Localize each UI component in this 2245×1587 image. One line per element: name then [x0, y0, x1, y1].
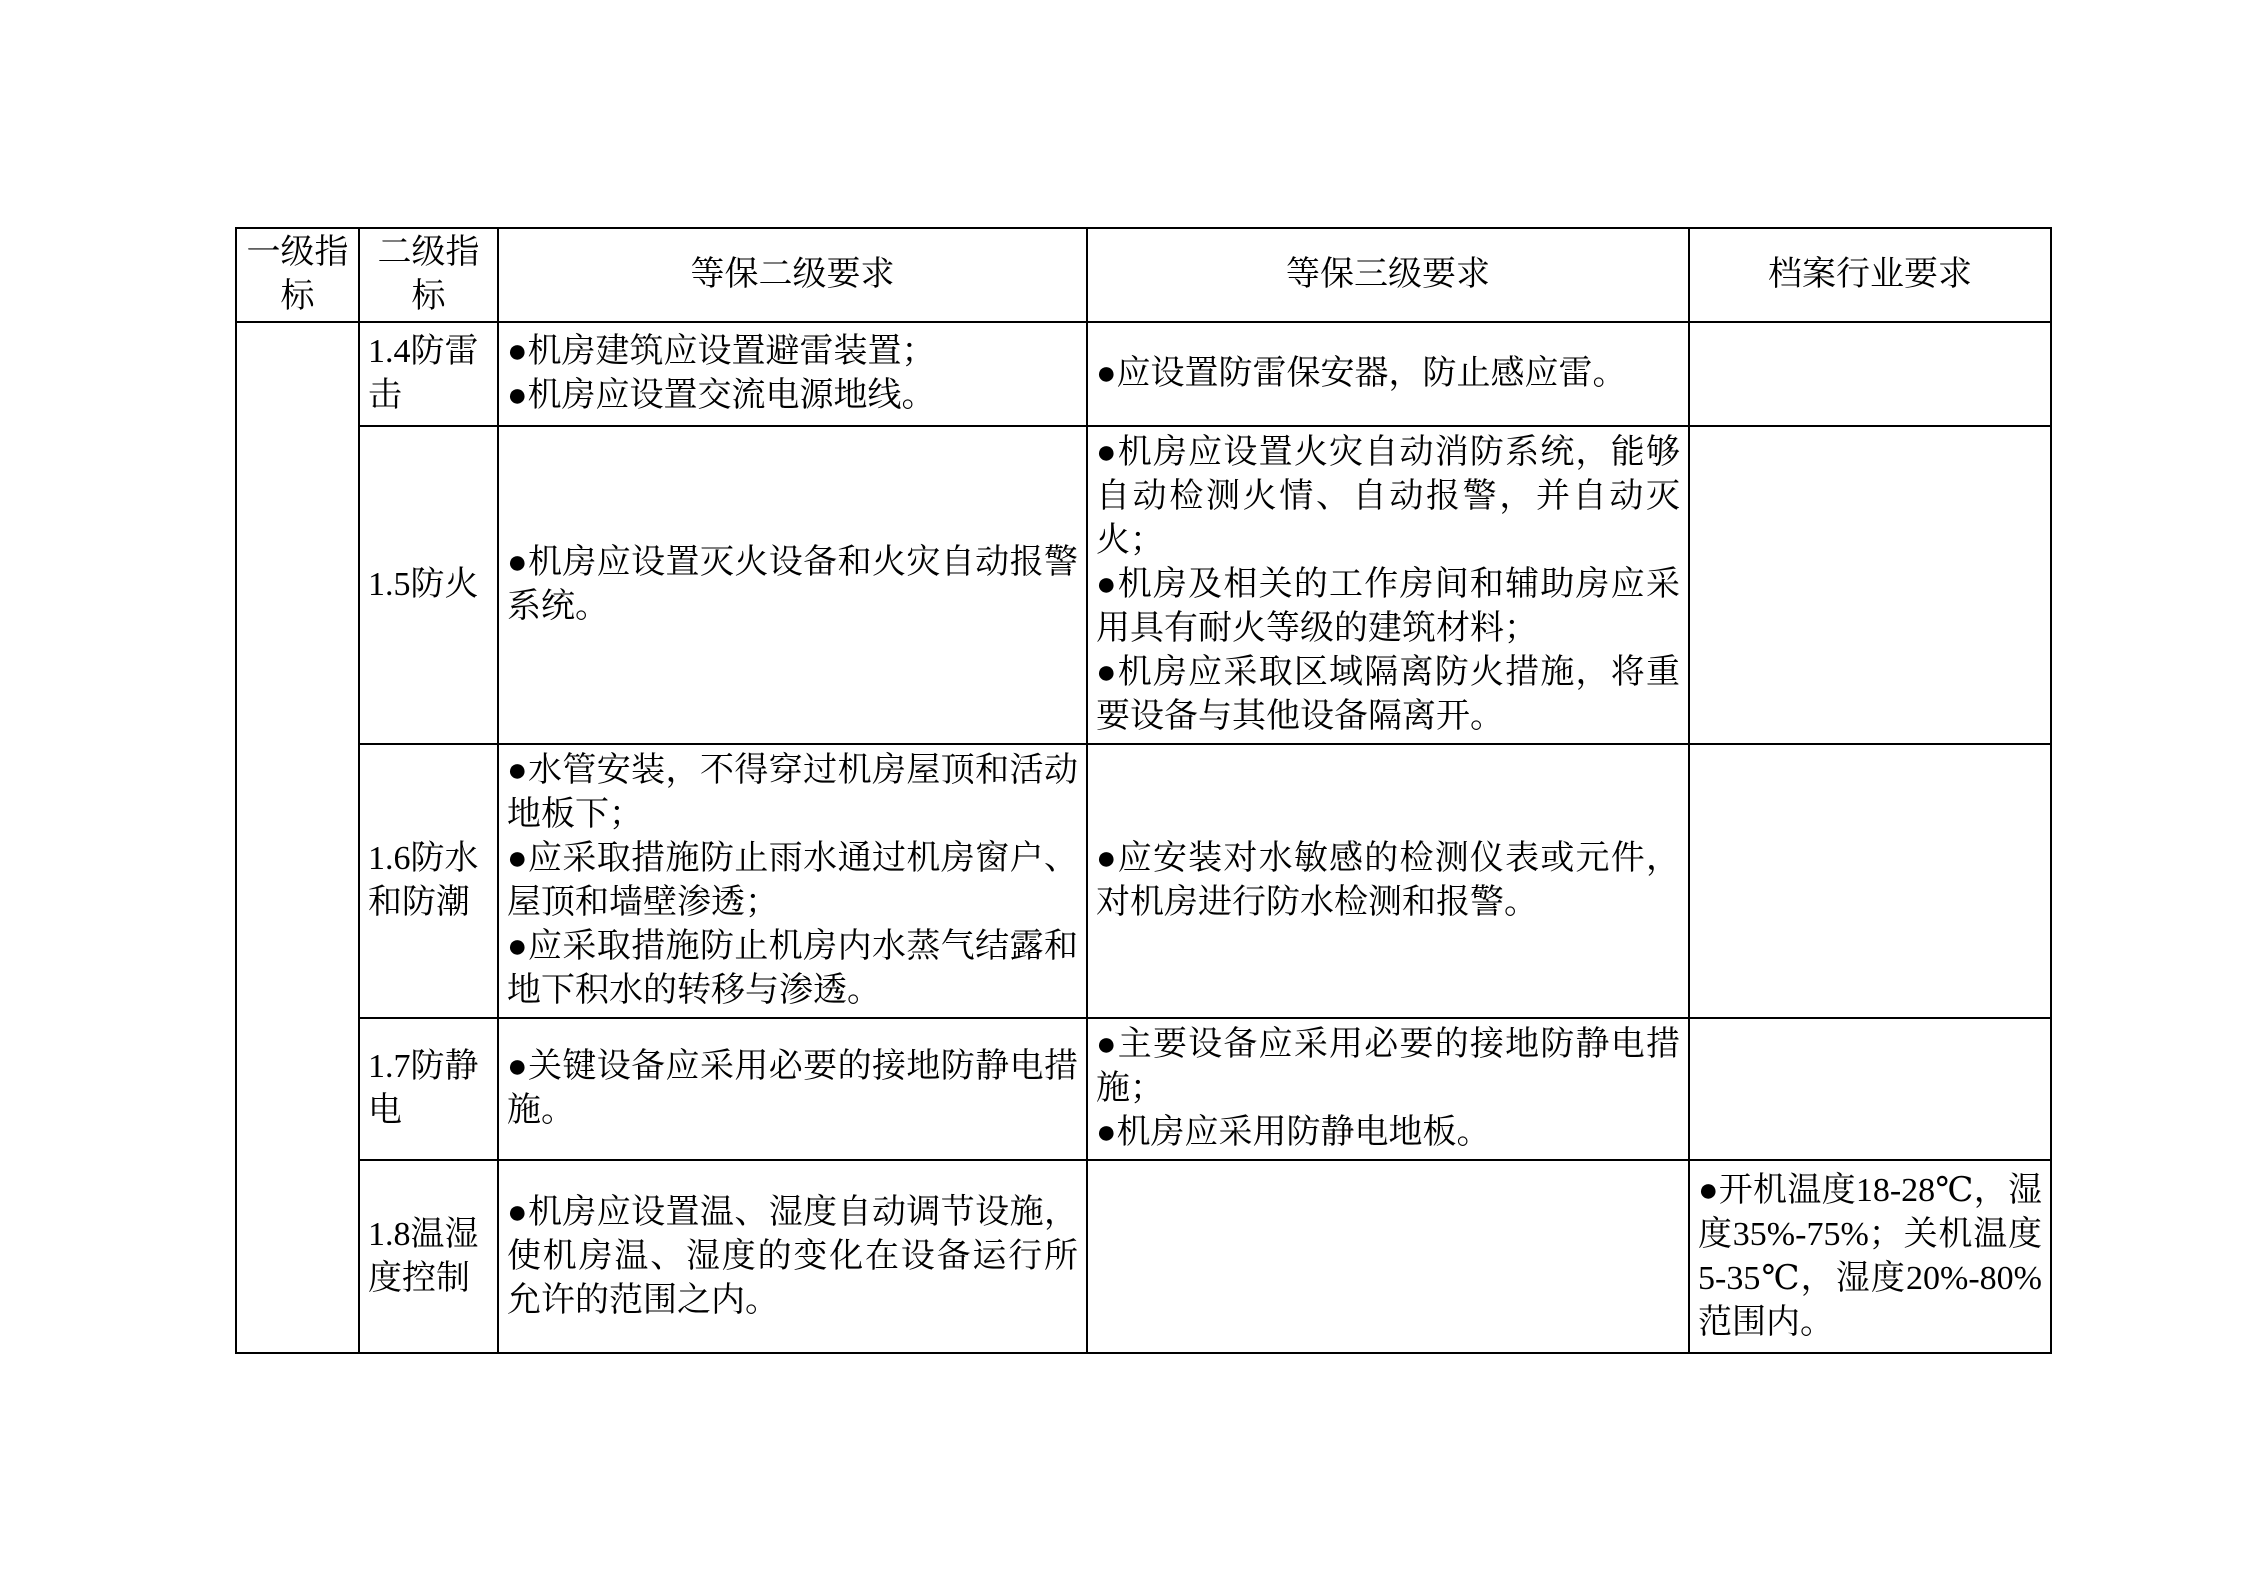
grade2-requirements-cell — [498, 744, 1087, 1018]
bullet-paragraph: ●机房应采用防静电地板。 — [1096, 1114, 1491, 1151]
bullet-paragraph: ●关键设备应采用必要的接地防静电措施。 — [507, 1048, 1078, 1129]
level2-indicator-cell: 1.7防静电 — [359, 1018, 498, 1160]
bullet-paragraph: ●应采取措施防止雨水通过机房窗户、屋顶和墙壁渗透； — [507, 840, 1078, 921]
archive-requirements-cell — [1689, 1018, 2051, 1160]
bullet-paragraph: ●机房应设置温、湿度自动调节设施，使机房温、湿度的变化在设备运行所允许的范围之内。 — [507, 1193, 1078, 1319]
archive-requirements-cell — [1689, 426, 2051, 744]
table-row-antistatic — [236, 1018, 2051, 1160]
grade3-requirements-cell — [1087, 744, 1689, 1018]
bullet-paragraph: ●机房应采取区域隔离防火措施，将重要设备与其他设备隔离开。 — [1096, 654, 1680, 735]
bullet-paragraph: ●机房建筑应设置避雷装置； — [507, 333, 936, 370]
bullet-paragraph: ●应采取措施防止机房内水蒸气结露和地下积水的转移与渗透。 — [507, 928, 1078, 1009]
table-row-temperature-humidity-control — [236, 1160, 2051, 1353]
bullet-paragraph: ●应设置防雷保安器，防止感应雷。 — [1096, 355, 1627, 392]
header-row — [236, 228, 2051, 322]
bullet-paragraph: ●机房及相关的工作房间和辅助房应采用具有耐火等级的建筑材料； — [1096, 566, 1680, 647]
bullet-paragraph: ●机房应设置灭火设备和火灾自动报警系统。 — [507, 544, 1078, 625]
bullet-paragraph: ●水管安装，不得穿过机房屋顶和活动地板下； — [507, 752, 1078, 833]
level2-indicator-cell: 1.6防水和防潮 — [359, 744, 498, 1018]
table-row-fire-protection — [236, 426, 2051, 744]
header-grade3-requirements: 等保三级要求 — [1087, 228, 1689, 322]
header-level2-indicator: 二级指标 — [359, 228, 498, 322]
grade2-requirements-cell — [498, 322, 1087, 426]
header-grade2-requirements: 等保二级要求 — [498, 228, 1087, 322]
level2-indicator-cell: 1.8温湿度控制 — [359, 1160, 498, 1353]
level2-indicator-cell: 1.5防火 — [359, 426, 498, 744]
grade3-requirements-cell — [1087, 1018, 1689, 1160]
level1-indicator-cell — [236, 322, 359, 1353]
grade3-requirements-cell — [1087, 1160, 1689, 1353]
grade3-requirements-cell — [1087, 322, 1689, 426]
grade3-requirements-cell — [1087, 426, 1689, 744]
archive-requirements-cell — [1689, 1160, 2051, 1353]
table-row-water-moisture-protection — [236, 744, 2051, 1018]
header-level1-indicator: 一级指标 — [236, 228, 359, 322]
level2-indicator-cell: 1.4防雷击 — [359, 322, 498, 426]
table-row-lightning-protection — [236, 322, 2051, 426]
archive-requirements-cell — [1689, 322, 2051, 426]
grade2-requirements-cell — [498, 1160, 1087, 1353]
bullet-paragraph: ●应安装对水敏感的检测仪表或元件，对机房进行防水检测和报警。 — [1096, 840, 1680, 921]
bullet-paragraph: ●主要设备应采用必要的接地防静电措施； — [1096, 1026, 1680, 1107]
bullet-paragraph: ●机房应设置交流电源地线。 — [507, 377, 936, 414]
archive-requirements-cell — [1689, 744, 2051, 1018]
bullet-paragraph: ●机房应设置火灾自动消防系统，能够自动检测火情、自动报警，并自动灭火； — [1096, 434, 1680, 559]
header-archive-industry-requirements: 档案行业要求 — [1689, 228, 2051, 322]
requirements-table — [235, 227, 2052, 1354]
grade2-requirements-cell — [498, 426, 1087, 744]
bullet-paragraph: ●开机温度18-28℃，湿度35%-75%；关机温度5-35℃，湿度20%-80%范围内。 — [1698, 1171, 2042, 1341]
grade2-requirements-cell — [498, 1018, 1087, 1160]
